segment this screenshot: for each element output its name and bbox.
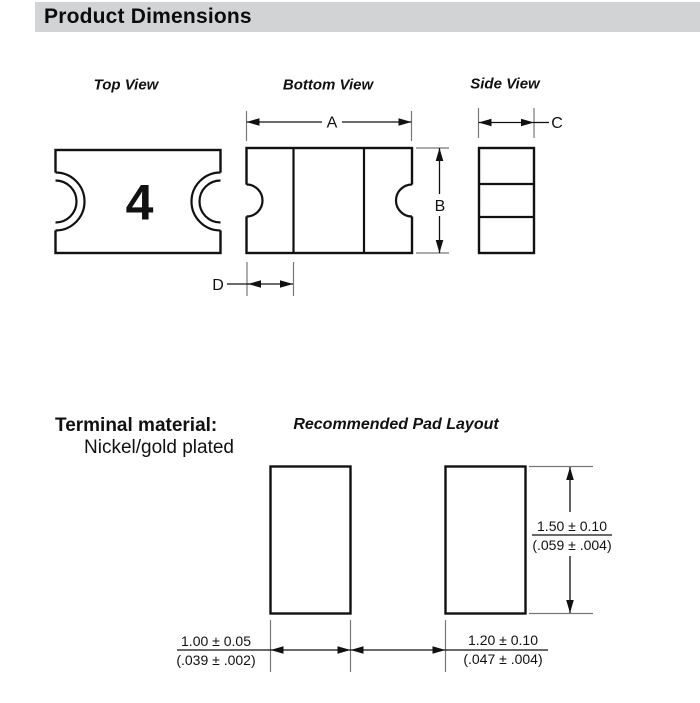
dimension-c [479,108,563,138]
pad-height-value-mm: 1.50 ± 0.10 [537,518,607,534]
top-view-marking: 4 [125,174,154,231]
bottom-view-title: Bottom View [282,76,374,94]
pad-gap-value-mm: 1.20 ± 0.10 [468,632,538,648]
top-view [51,77,225,254]
pad-width-value-inch: (.039 ± .002) [176,652,256,668]
side-view-body-outline [479,148,534,253]
top-view-title: Top View [93,76,159,94]
dim-label-d: D [212,277,224,294]
dim-label-c: C [551,115,563,132]
pad-gap-value-inch: (.047 ± .004) [463,651,543,667]
dim-label-a: A [326,114,338,132]
dimension-pad-gap [351,620,549,672]
side-view [470,76,563,254]
dimension-d [212,262,293,296]
bottom-view-body-outline [247,148,413,253]
section-title: Product Dimensions [44,5,252,28]
dimension-pad-width [176,620,350,672]
terminal-material-note [55,415,234,458]
pad-width-value-mm: 1.00 ± 0.05 [181,633,251,649]
pad-layout-left-pad [271,467,351,614]
pad-layout-right-pad [446,467,526,614]
pad-layout [176,416,612,672]
terminal-material-value: Nickel/gold plated [84,437,234,458]
dimension-a [247,111,412,141]
dim-label-b: B [434,198,446,215]
pad-height-value-inch: (.059 ± .004) [532,537,612,553]
bottom-view [212,77,449,297]
side-view-title: Side View [470,75,540,93]
dimension-pad-height [529,467,612,614]
pad-layout-title: Recommended Pad Layout [293,416,499,433]
terminal-material-label: Terminal material: [55,415,218,436]
dimension-b [416,148,449,253]
